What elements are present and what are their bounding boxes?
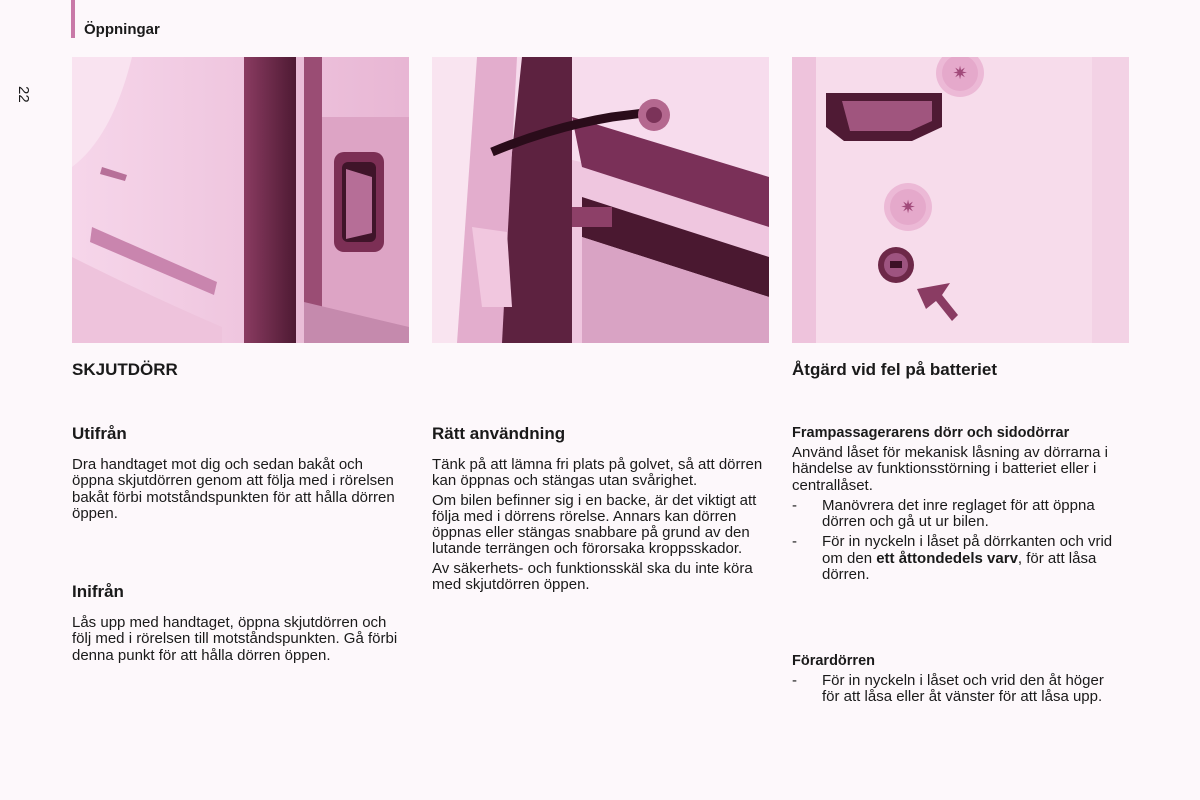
battery-failure-title: Åtgärd vid fel på batteriet [792, 360, 997, 379]
column-sliding-door [72, 360, 402, 380]
correct-use-heading: Rätt användning [432, 424, 566, 443]
section-accent-bar [71, 0, 75, 38]
inside-heading: Inifrån [72, 582, 124, 601]
section-title: Öppningar [84, 21, 160, 38]
figure-door-lock [792, 57, 1129, 343]
inside-section [72, 582, 402, 664]
inside-text: Lås upp med handtaget, öppna skjutdörren och följ med i rörelsen till motståndspunkten. Gå förbi denna punkt för att hålla dörren öppen. [72, 614, 398, 664]
outside-text: Dra handtaget mot dig och sedan bakåt och öppna skjutdörren genom att följa med i rörelsen bakåt förbi motståndspunkten för att hålla dörren öppen. [72, 456, 395, 522]
front-doors-heading: Frampassagerarens dörr och sidodörrar [792, 425, 1070, 441]
outside-heading: Utifrån [72, 424, 127, 443]
correct-use-p3: Av säkerhets- och funktionsskäl ska du inte köra med skjutdörren öppen. [432, 559, 753, 594]
front-doors-section [792, 425, 1122, 583]
svg-text:✷: ✷ [952, 63, 968, 84]
step-2-text-bold: ett åttondedels varv [876, 549, 1018, 567]
sliding-door-handle-illustration [72, 57, 409, 343]
door-lock-arrow-illustration [792, 57, 1129, 343]
correct-use-section [432, 424, 772, 593]
driver-door-section [792, 653, 1122, 706]
driver-door-heading: Förardörren [792, 653, 875, 669]
step-2-text-a: För in nyckeln i låset på dörrkanten och vrid om den [822, 533, 1113, 567]
correct-use-p1: Tänk på att lämna fri plats på golvet, så att dörren kan öppnas och stängas utan svårighet. [432, 456, 763, 490]
figure-door-rail [432, 57, 769, 343]
outside-section [72, 424, 402, 522]
front-doors-steps [792, 498, 1122, 583]
battery-failure-title-wrap [792, 360, 1132, 380]
driver-door-steps [792, 673, 1122, 706]
driver-door-step-1: - För in nyckeln i låset och vrid den åt höger för att låsa eller åt vänster för att låsa upp. [792, 673, 1122, 706]
sliding-door-title: SKJUTDÖRR [72, 360, 178, 379]
front-doors-intro: Använd låset för mekanisk låsning av dörrarna i händelse av funktionsstörning i batteriet eller i centrallåset. [792, 444, 1108, 494]
page-number: 22 [15, 86, 32, 103]
front-doors-step-1: - Manövrera det inre reglaget för att öppna dörren och gå ut ur bilen. [792, 498, 1122, 531]
front-doors-step-2 [792, 534, 1122, 583]
correct-use-p2: Om bilen befinner sig i en backe, är det viktigt att följa med i dörrens rörelse. Annars kan dörren öppnas eller stängas snabbare på grund av den lutande terrängen och förorsaka kroppsskador. [432, 491, 757, 558]
step-2-text-b: , för att låsa dörren. [822, 549, 1097, 584]
svg-text:✷: ✷ [900, 197, 916, 218]
figure-sliding-door [72, 57, 409, 343]
door-rail-cable-illustration [432, 57, 769, 343]
